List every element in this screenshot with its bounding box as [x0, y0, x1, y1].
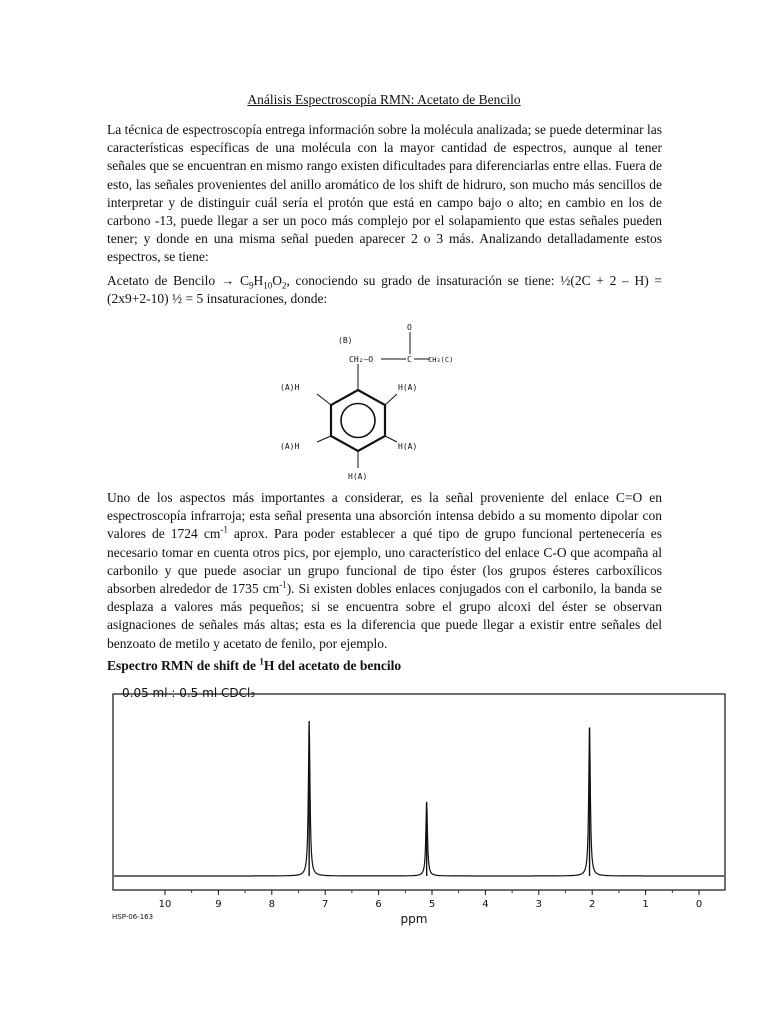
x-axis-ticks: [159, 890, 703, 910]
x-axis-label: ppm: [400, 912, 428, 926]
spectrum-trace: [114, 726, 724, 876]
label-b: (B): [338, 336, 353, 345]
carbonyl-o-label: O: [407, 323, 412, 332]
x-tick-label: 6: [375, 899, 382, 910]
spectrum-peaks: [114, 721, 724, 876]
carbonyl-c-label: C: [407, 355, 412, 364]
h-a-left-top: (A)H: [280, 383, 300, 392]
spectrum-id: HSP-06-163: [112, 913, 154, 921]
x-tick-label: 9: [215, 899, 222, 910]
x-tick-label: 5: [428, 899, 436, 910]
x-tick-label: 7: [322, 899, 329, 910]
x-tick-label: 4: [482, 899, 489, 910]
x-tick-label: 8: [268, 899, 275, 910]
ir-paragraph: Uno de los aspectos más importantes a considerar, es la señal proveniente del enlace C=O en espectroscopía infrarroja; esta señal presenta una absorción intensa debido a su momento dipolar con valores de 1724 $cm^{-1}$ aprox. Para poder establecer a qué tipo de grupo funcional pertenecería es necesario tomar en cuenta otros pics, por ejemplo, uno característico del enlace C-O que acompaña al carbonilo y que puede asociar un grupo funcional de tipo éster (los grupos ésteres carboxílicos absorben alrededor de 1735 $cm^{-1}$). Si existen dobles enlaces conjugados con el carbonilo, la banda se desplaza a valores más pequeños; si se encuentra sobre el grupo alcoxi del éster se observan asignaciones de señales más altas; esta es la diferencia que puede llegar a existir entre señales del benzoato de metilo y acetato de fenilo, por ejemplo.: [107, 490, 663, 651]
x-tick-label: 0: [695, 899, 703, 910]
h-a-right-bottom: H(A): [398, 442, 418, 451]
x-tick-label: 1: [642, 899, 649, 910]
formula-paragraph: Acetato de Bencilo → $C_9H_{10}O_2$, conociendo su grado de insaturación se tiene: ½(2C + 2 – H) = (2x9+2-10) ½ = 5 insaturaciones, donde:: [107, 273, 662, 307]
h-a-right-top: H(A): [398, 383, 418, 392]
nmr-spectrum-chart: [110, 686, 730, 926]
ch2-o-label: CH₂—O: [349, 355, 374, 364]
x-tick-label: 3: [535, 899, 542, 910]
spectrum-heading: Espectro RMN de shift de $^1$H del acetato de bencilo: [107, 656, 402, 673]
x-tick-label: 10: [158, 899, 172, 910]
h-a-left-bottom: (A)H: [280, 442, 300, 451]
intro-paragraph: La técnica de espectroscopía entrega información sobre la molécula analizada; se puede determinar las características específicas de una molécula con la mayor cantidad de espectros, aunque al tener señales que se encuentran en mismo rango existen dificultades para diferenciarlas entre ellas. Fuera de esto, las señales provenientes del anillo aromático de los shift de hidruro, son mucho más sencillos de interpretar y de distinguir cuál sería el protón que está en campo bajo o alto; en cambio en los de carbono -13, puede llegar a ser un poco más complejo por el solapamiento que estas señales pueden tener; y donde en una misma señal pueden aparecer 2 o 3 más. Analizando detalladamente estos espectros, se tiene:: [107, 122, 662, 265]
benzyl-acetate-structure: [270, 318, 454, 481]
spectrum-header: 0.05 ml : 0.5 ml CDCl₃: [122, 686, 256, 700]
x-tick-label: 2: [589, 899, 596, 910]
h-a-bottom: H(A): [348, 472, 368, 481]
ch3-label: CH₃(C): [428, 356, 454, 364]
plot-frame: [113, 694, 725, 890]
document-title: Análisis Espectroscopía RMN: Acetato de Bencilo: [247, 92, 521, 107]
